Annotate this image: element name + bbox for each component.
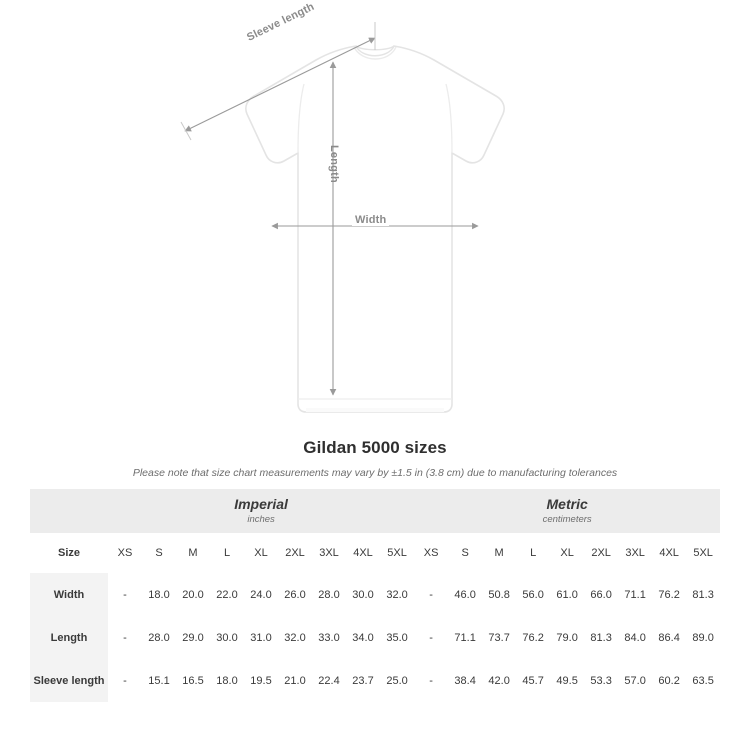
unit-band-spacer	[30, 489, 108, 533]
size-chart-table-wrap	[30, 489, 720, 702]
header-size-option: M	[482, 533, 516, 573]
cell-width-imperial: 20.0	[182, 588, 204, 601]
cell-length-metric: 86.4	[658, 631, 680, 644]
header-size-option: XS	[108, 533, 142, 573]
page-title: Gildan 5000 sizes	[303, 438, 447, 457]
table-row	[30, 616, 720, 659]
cell-width-imperial: 24.0	[250, 588, 272, 601]
cell-width-metric: 61.0	[556, 588, 578, 601]
unit-metric-name: Metric	[546, 495, 588, 512]
cell-length-imperial: 34.0	[352, 631, 374, 644]
header-size-option: 2XL	[278, 533, 312, 573]
cell-length-imperial: 28.0	[148, 631, 170, 644]
cell-sleeve-metric: 63.5	[692, 674, 714, 687]
header-size-option: 2XL	[584, 533, 618, 573]
row-label-length: Length	[30, 616, 108, 659]
row-label-sleeve-length: Sleeve length	[30, 659, 108, 702]
cell-length-imperial: 33.0	[318, 631, 340, 644]
cell-length-imperial: 29.0	[182, 631, 204, 644]
unit-metric-cell	[414, 489, 720, 533]
cell-length-imperial: 35.0	[386, 631, 408, 644]
cell-length-imperial: -	[123, 631, 127, 644]
table-row	[30, 573, 720, 616]
header-size-option: S	[448, 533, 482, 573]
cell-width-metric: 46.0	[454, 588, 476, 601]
tolerance-note: Please note that size chart measurements may vary by ±1.5 in (3.8 cm) due to manufacturing tolerances	[132, 467, 618, 479]
width-label: Width	[352, 214, 389, 226]
cell-sleeve-metric: -	[429, 674, 433, 687]
cell-width-imperial: 22.0	[216, 588, 238, 601]
header-size-option: L	[210, 533, 244, 573]
sleeve-length-label: Sleeve length	[245, 0, 317, 44]
header-size: Size	[30, 533, 108, 573]
cell-sleeve-metric: 42.0	[488, 674, 510, 687]
table-row	[30, 659, 720, 702]
cell-length-imperial: 30.0	[216, 631, 238, 644]
tshirt-shape	[246, 46, 504, 412]
cell-length-metric: 73.7	[488, 631, 510, 644]
cell-length-metric: 79.0	[556, 631, 578, 644]
cell-length-metric: 71.1	[454, 631, 476, 644]
cell-width-imperial: 30.0	[352, 588, 374, 601]
header-size-option: L	[516, 533, 550, 573]
size-chart-table	[30, 489, 720, 702]
cell-width-metric: 76.2	[658, 588, 680, 601]
cell-sleeve-imperial: 18.0	[216, 674, 238, 687]
header-size-option: XS	[414, 533, 448, 573]
cell-width-metric: -	[429, 588, 433, 601]
cell-sleeve-metric: 45.7	[522, 674, 544, 687]
cell-length-metric: -	[429, 631, 433, 644]
cell-length-metric: 76.2	[522, 631, 544, 644]
cell-sleeve-imperial: 25.0	[386, 674, 408, 687]
cell-sleeve-imperial: 15.1	[148, 674, 170, 687]
header-size-option: 5XL	[686, 533, 720, 573]
cell-sleeve-metric: 38.4	[454, 674, 476, 687]
cell-sleeve-imperial: 19.5	[250, 674, 272, 687]
cell-width-metric: 71.1	[624, 588, 646, 601]
table-header-row	[30, 533, 720, 573]
length-label: Length	[328, 145, 340, 183]
header-size-option: 4XL	[346, 533, 380, 573]
cell-sleeve-imperial: 22.4	[318, 674, 340, 687]
unit-metric-sub: centimeters	[542, 513, 592, 525]
unit-imperial-cell	[108, 489, 414, 533]
cell-length-imperial: 32.0	[284, 631, 306, 644]
header-size-option: S	[142, 533, 176, 573]
header-size-option: 3XL	[618, 533, 652, 573]
header-size-option: XL	[244, 533, 278, 573]
cell-length-metric: 89.0	[692, 631, 714, 644]
cell-sleeve-metric: 60.2	[658, 674, 680, 687]
cell-sleeve-imperial: 23.7	[352, 674, 374, 687]
cell-width-imperial: 28.0	[318, 588, 340, 601]
cell-sleeve-metric: 49.5	[556, 674, 578, 687]
cell-width-imperial: 32.0	[386, 588, 408, 601]
cell-sleeve-metric: 53.3	[590, 674, 612, 687]
cell-width-metric: 50.8	[488, 588, 510, 601]
cell-width-imperial: 18.0	[148, 588, 170, 601]
cell-sleeve-metric: 57.0	[624, 674, 646, 687]
unit-band-row	[30, 489, 720, 533]
cell-width-metric: 56.0	[522, 588, 544, 601]
header-size-option: XL	[550, 533, 584, 573]
header-size-option: 5XL	[380, 533, 414, 573]
cell-sleeve-imperial: 21.0	[284, 674, 306, 687]
cell-sleeve-imperial: -	[123, 674, 127, 687]
unit-imperial-name: Imperial	[234, 495, 288, 512]
header-size-option: M	[176, 533, 210, 573]
cell-width-metric: 66.0	[590, 588, 612, 601]
cell-length-imperial: 31.0	[250, 631, 272, 644]
row-label-width: Width	[30, 573, 108, 616]
cell-width-imperial: 26.0	[284, 588, 306, 601]
cell-length-metric: 84.0	[624, 631, 646, 644]
unit-imperial-sub: inches	[247, 513, 275, 525]
cell-length-metric: 81.3	[590, 631, 612, 644]
cell-width-metric: 81.3	[692, 588, 714, 601]
header-size-option: 4XL	[652, 533, 686, 573]
cell-width-imperial: -	[123, 588, 127, 601]
header-size-option: 3XL	[312, 533, 346, 573]
cell-sleeve-imperial: 16.5	[182, 674, 204, 687]
